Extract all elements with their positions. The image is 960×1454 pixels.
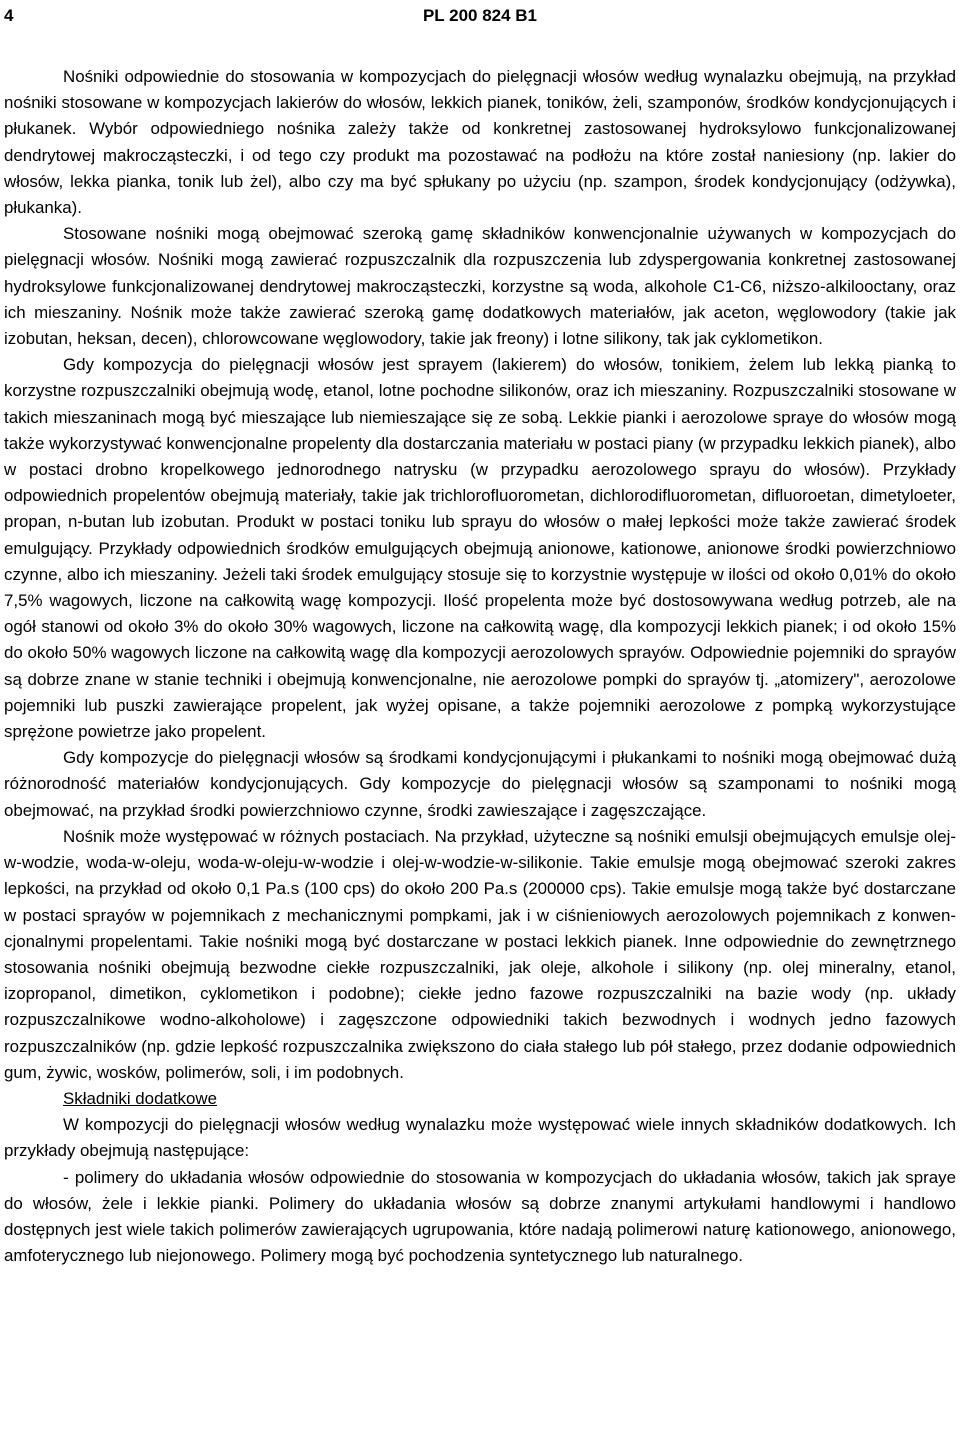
- patent-document-id: PL 200 824 B1: [422, 6, 538, 25]
- paragraph-carrier-components: Stosowane nośniki mogą obejmować szeroką gamę składników konwencjonalnie używanych w kompozycjach do pielęgnacji włosów. Nośniki mogą zawierać rozpuszczalnik dla rozpuszczenia lub zdyspergowania konkretnej zastosowanej hydroksylowe funkcjonalizowanej dendrytowej makrocząsteczki, korzystne są woda, alkohole C1-C6, niższo-alkilooctany, oraz ich mieszaniny. Nośnik może także zawierać szeroką gamę dodatkowych materiałów, jak aceton, węglowodory (takie jak izobutan, heksan, decen), chlorowcowane węglowodory, takie jak freony) i lotne silikony, tak jak cyklometikon.: [4, 224, 956, 349]
- page-number: 4: [4, 6, 14, 25]
- paragraph-styling-polymers: - polimery do układania włosów odpowiednie do stosowania w kompozycjach do układania włosów, takich jak spraye do włosów, żele i lekkie pianki. Polimery do układania włosów są dobrze znanymi artykułami handlowymi i handlowo dostępnych jest wiele takich polimerów zawierających ugrupowania, które nadają polimerowi naturę kationowego, anionowego, amfoterycznego lub niejonowego. Polimery mogą być pochodzenia syntetycznego lub naturalnego.: [4, 1167, 956, 1266]
- paragraph-additional-ingredients: W kompozycji do pielęgnacji włosów według wynalazku może występować wiele innych składników dodatkowych. Ich przykłady obejmują następujące:: [4, 1115, 956, 1161]
- paragraph-carriers: Nośniki odpowiednie do stosowania w kompozycjach do pielęgnacji włosów według wynalazku obejmują, na przykład nośniki stosowane w kompozycjach lakierów do włosów, lekkich pianek, toników, żeli, szamponów, środków kondycjonujących i płukanek. Wybór odpowiedniego nośnika zależy także od konkretnej zastosowanej hydroksylowo funkcjonalizowanej dendrytowej makrocząsteczki, i od tego czy produkt ma pozostawać na podłożu na które został naniesiony (np. lakier do włosów, lekka pianka, tonik lub żel), albo czy ma być spłukany po użyciu (np. szampon, środek kondycjonujący (odżywka), płukanka).: [4, 67, 956, 218]
- section-heading-additional-ingredients: Składniki dodatkowe: [63, 1088, 217, 1108]
- document-body: [4, 64, 956, 1269]
- paragraph-carrier-forms: Nośnik może występować w różnych postaciach. Na przykład, użyteczne są nośniki emulsji obejmujących emulsje olej-w-wodzie, woda-w-oleju, woda-w-oleju-w-wodzie i olej-w-wodzie-w-silikonie. Takie emulsje mogą obejmować szeroki zakres lepkości, na przykład od około 0,1 Pa.s (100 cps) do około 200 Pa.s (200000 cps). Takie emulsje mogą także być dostarczane w postaci sprayów w pojemnikach z mechanicznymi pompkami, jak i w ciśnieniowych aerozolowych pojemnikach z konwencjonalnymi propelentami. Takie nośniki mogą być dostarczane w postaci lekkich pianek. Inne odpowiednie do zewnętrznego stosowania nośniki obejmują bezwodne ciekłe rozpuszczalniki, jak oleje, alkohole i silikony (np. olej mineralny, etanol, izopropanol, dimetikon, cyklometikon i podobne); ciekłe jedno fazowe rozpuszczalniki na bazie wody (np. układy rozpuszczalnikowe wodno-alkoholowe) i zagęszczone odpowiedniki takich bezwodnych i wodnych jedno fazowych rozpuszczalników (np. gdzie lepkość rozpuszczalnika zwiększono do ciała stałego lub pół stałego, przez dodanie odpowiednich gum, żywic, wosków, polimerów, soli, i im podobnych.: [4, 826, 956, 1082]
- paragraph-spray-solvents: Gdy kompozycja do pielęgnacji włosów jest sprayem (lakierem) do włosów, tonikiem, żelem lub lekką pianką to korzystne rozpuszczalniki obejmują wodę, etanol, lotne pochodne silikonów, oraz ich mieszaniny. Rozpuszczalniki stosowane w takich mieszaninach mogą być mieszające lub niemieszające się ze sobą. Lekkie pianki i aerozolowe spraye do włosów mogą także wykorzystywać konwencjonalne propelenty dla dostarczania materiału w postaci piany (w przypadku lekkich pianek), albo w postaci drobno kropelkowego jednorodnego natrysku (w przypadku aerozolowego sprayu do włosów). Przykłady odpowiednich propelentów obejmują materiały, takie jak trichlorofluorometan, dichlorodifluorometan, difluoroetan, dimetyloeter, propan, n-butan lub izobutan. Produkt w postaci toniku lub sprayu do włosów o małej lepkości może także zawierać środek emulgujący. Przykłady odpowiednich środków emulgujących obejmują anionowe, kationowe, anionowe środki powierzchniowo czynne, albo ich mieszaniny. Jeżeli taki środek emulgujący stosuje się to korzystnie występuje w ilości od około 0,01% do około 7,5% wagowych, liczone na całkowitą wagę kompozycji. Ilość propelenta może być dostosowywana według potrzeb, ale na ogół stanowi od około 3% do około 30% wagowych, liczone na całkowitą wagę, dla kompozycji lekkich pianek; i od około 15% do około 50% wagowych liczone na całkowitą wagę dla kompozycji aerozolowych sprayów. Odpowiednie pojemniki do sprayów są dobrze znane w stanie techniki i obejmują konwencjonalne, nie aerozolowe pompki do sprayów tj. „atomizery", aerozolowe pojemniki lub puszki zawierające propelent, jak wyżej opisane, a także pojemniki aerozolowe z pompką wykorzystujące sprężone powietrze jako propelent.: [4, 355, 956, 742]
- paragraph-conditioners: Gdy kompozycje do pielęgnacji włosów są środkami kondycjonującymi i płukankami to nośniki mogą obejmować dużą różnorodność materiałów kondycjonujących. Gdy kompozycje do pielęgnacji włosów są szamponami to nośniki mogą obejmować, na przykład środki powierzchniowo czynne, środki zawieszające i zagęszczające.: [4, 748, 956, 820]
- page-header: [4, 6, 956, 30]
